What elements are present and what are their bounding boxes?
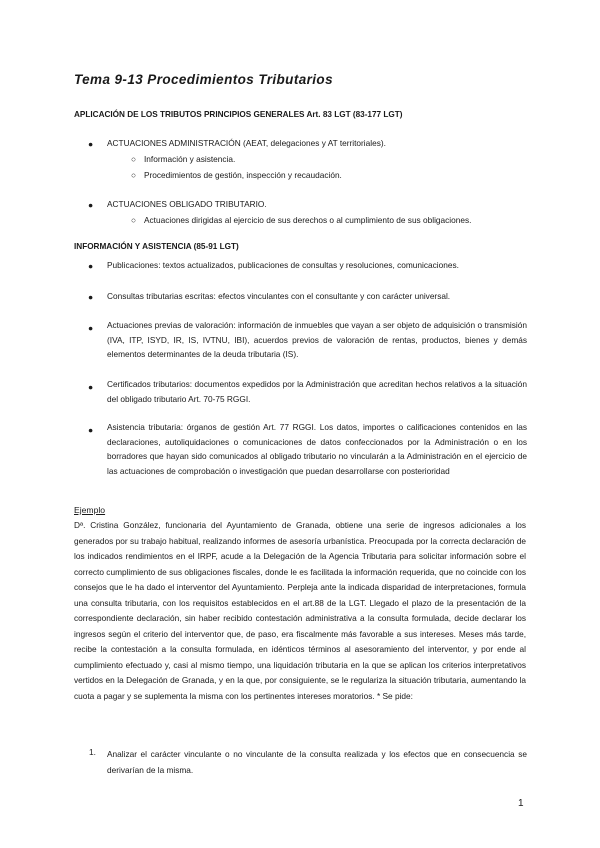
list-item: ACTUACIONES OBLIGADO TRIBUTARIO. [107, 199, 267, 209]
circle-bullet-icon: ○ [131, 215, 137, 225]
list-item: Publicaciones: textos actualizados, publicaciones de consultas y resoluciones, comunicaciones. [107, 260, 459, 270]
bullet-icon: ● [88, 261, 94, 271]
sub-list-item: Información y asistencia. [144, 154, 236, 164]
list-item: Certificados tributarios: documentos expedidos por la Administración que acreditan hechos relativos a la situación del obligado tributario Art. 70-75 RGGI. [107, 379, 527, 404]
page-number: 1 [518, 798, 524, 809]
sub-list-item: Procedimientos de gestión, inspección y recaudación. [144, 170, 342, 180]
bullet-icon: ● [88, 292, 94, 302]
list-item: ACTUACIONES ADMINISTRACIÓN (AEAT, delegaciones y AT territoriales). [107, 138, 386, 148]
example-body: Dª. Cristina González, funcionaria del Ayuntamiento de Granada, obtiene una serie de ingresos adicionales a los generados por su trabajo habitual, realizando informes de asesoría urbanística. Preocupada por la correcta declaración de los indicados rendimientos en el IRPF, acude a la Delegación de la Agencia Tributaria para solicitar información sobre el correcto cumplimiento de sus obligaciones fiscales, donde le es facilitada la información requerida, que no coincide con los consejos que le ha dado el interventor del Ayuntamiento. Perpleja ante la indicada disparidad de interpretaciones, formula una consulta tributaria, con los requisitos establecidos en el art.88 de la LGT. Llegado el plazo de la presentación de la correspondiente declaración, sin haber recibido contestación administrativa a la consulta formulada, decide declarar los ingresos según el criterio del interventor que, de paso, era fiscalmente más favorable a sus intereses. Meses más tarde, recibe la contestación a la consulta formulada, en idénticos términos al asesoramiento del interventor, y por ende al cumplimiento efectuado y, casi al mismo tiempo, una liquidación tributaria en la que se aplican los criterios interpretativos vertidos en la Delegación de Granada, y en la que, por consiguiente, se le regulariza la situación tributaria, aumentando la cuota a pagar y se suplementa la misma con los pertinentes intereses moratorios. * Se pide: [74, 520, 526, 702]
question-text: Analizar el carácter vinculante o no vinculante de la consulta realizada y los efectos que en consecuencia se derivarían de la misma. [107, 749, 527, 775]
section-heading-aplicacion: APLICACIÓN DE LOS TRIBUTOS PRINCIPIOS GENERALES Art. 83 LGT (83-177 LGT) [74, 110, 403, 119]
list-item: Actuaciones previas de valoración: información de inmuebles que vayan a ser objeto de adquisición o transmisión (IVA, ITP, ISYD, IR, IS, IVTNU, IBI), acuerdos previos de valoración de rentas, productos, bienes y demás elementos determinantes de la deuda tributaria (IS). [107, 320, 527, 359]
circle-bullet-icon: ○ [131, 170, 137, 180]
list-item: Asistencia tributaria: órganos de gestión Art. 77 RGGI. Los datos, importes o calificaciones contenidos en las declaraciones, autoliquidaciones o comunicaciones de datos confeccionados por la Administración o en los borradores que hayan sido comunicados al obligado tributario no vincularán a la Administración en el ejercicio de las actuaciones de comprobación o investigación que puedan desarrollarse con posterioridad [107, 422, 527, 476]
example-heading: Ejemplo [74, 505, 106, 515]
question-number: 1. [89, 747, 96, 757]
bullet-icon: ● [88, 382, 94, 392]
bullet-icon: ● [88, 139, 94, 149]
section-heading-informacion: INFORMACIÓN Y ASISTENCIA (85-91 LGT) [74, 242, 239, 251]
bullet-icon: ● [88, 200, 94, 210]
bullet-icon: ● [88, 425, 94, 435]
sub-list-item: Actuaciones dirigidas al ejercicio de sus derechos o al cumplimiento de sus obligaciones. [144, 215, 472, 225]
circle-bullet-icon: ○ [131, 154, 137, 164]
list-item: Consultas tributarias escritas: efectos vinculantes con el consultante y con carácter universal. [107, 291, 451, 301]
bullet-icon: ● [88, 323, 94, 333]
page-title: Tema 9-13 Procedimientos Tributarios [74, 72, 333, 87]
